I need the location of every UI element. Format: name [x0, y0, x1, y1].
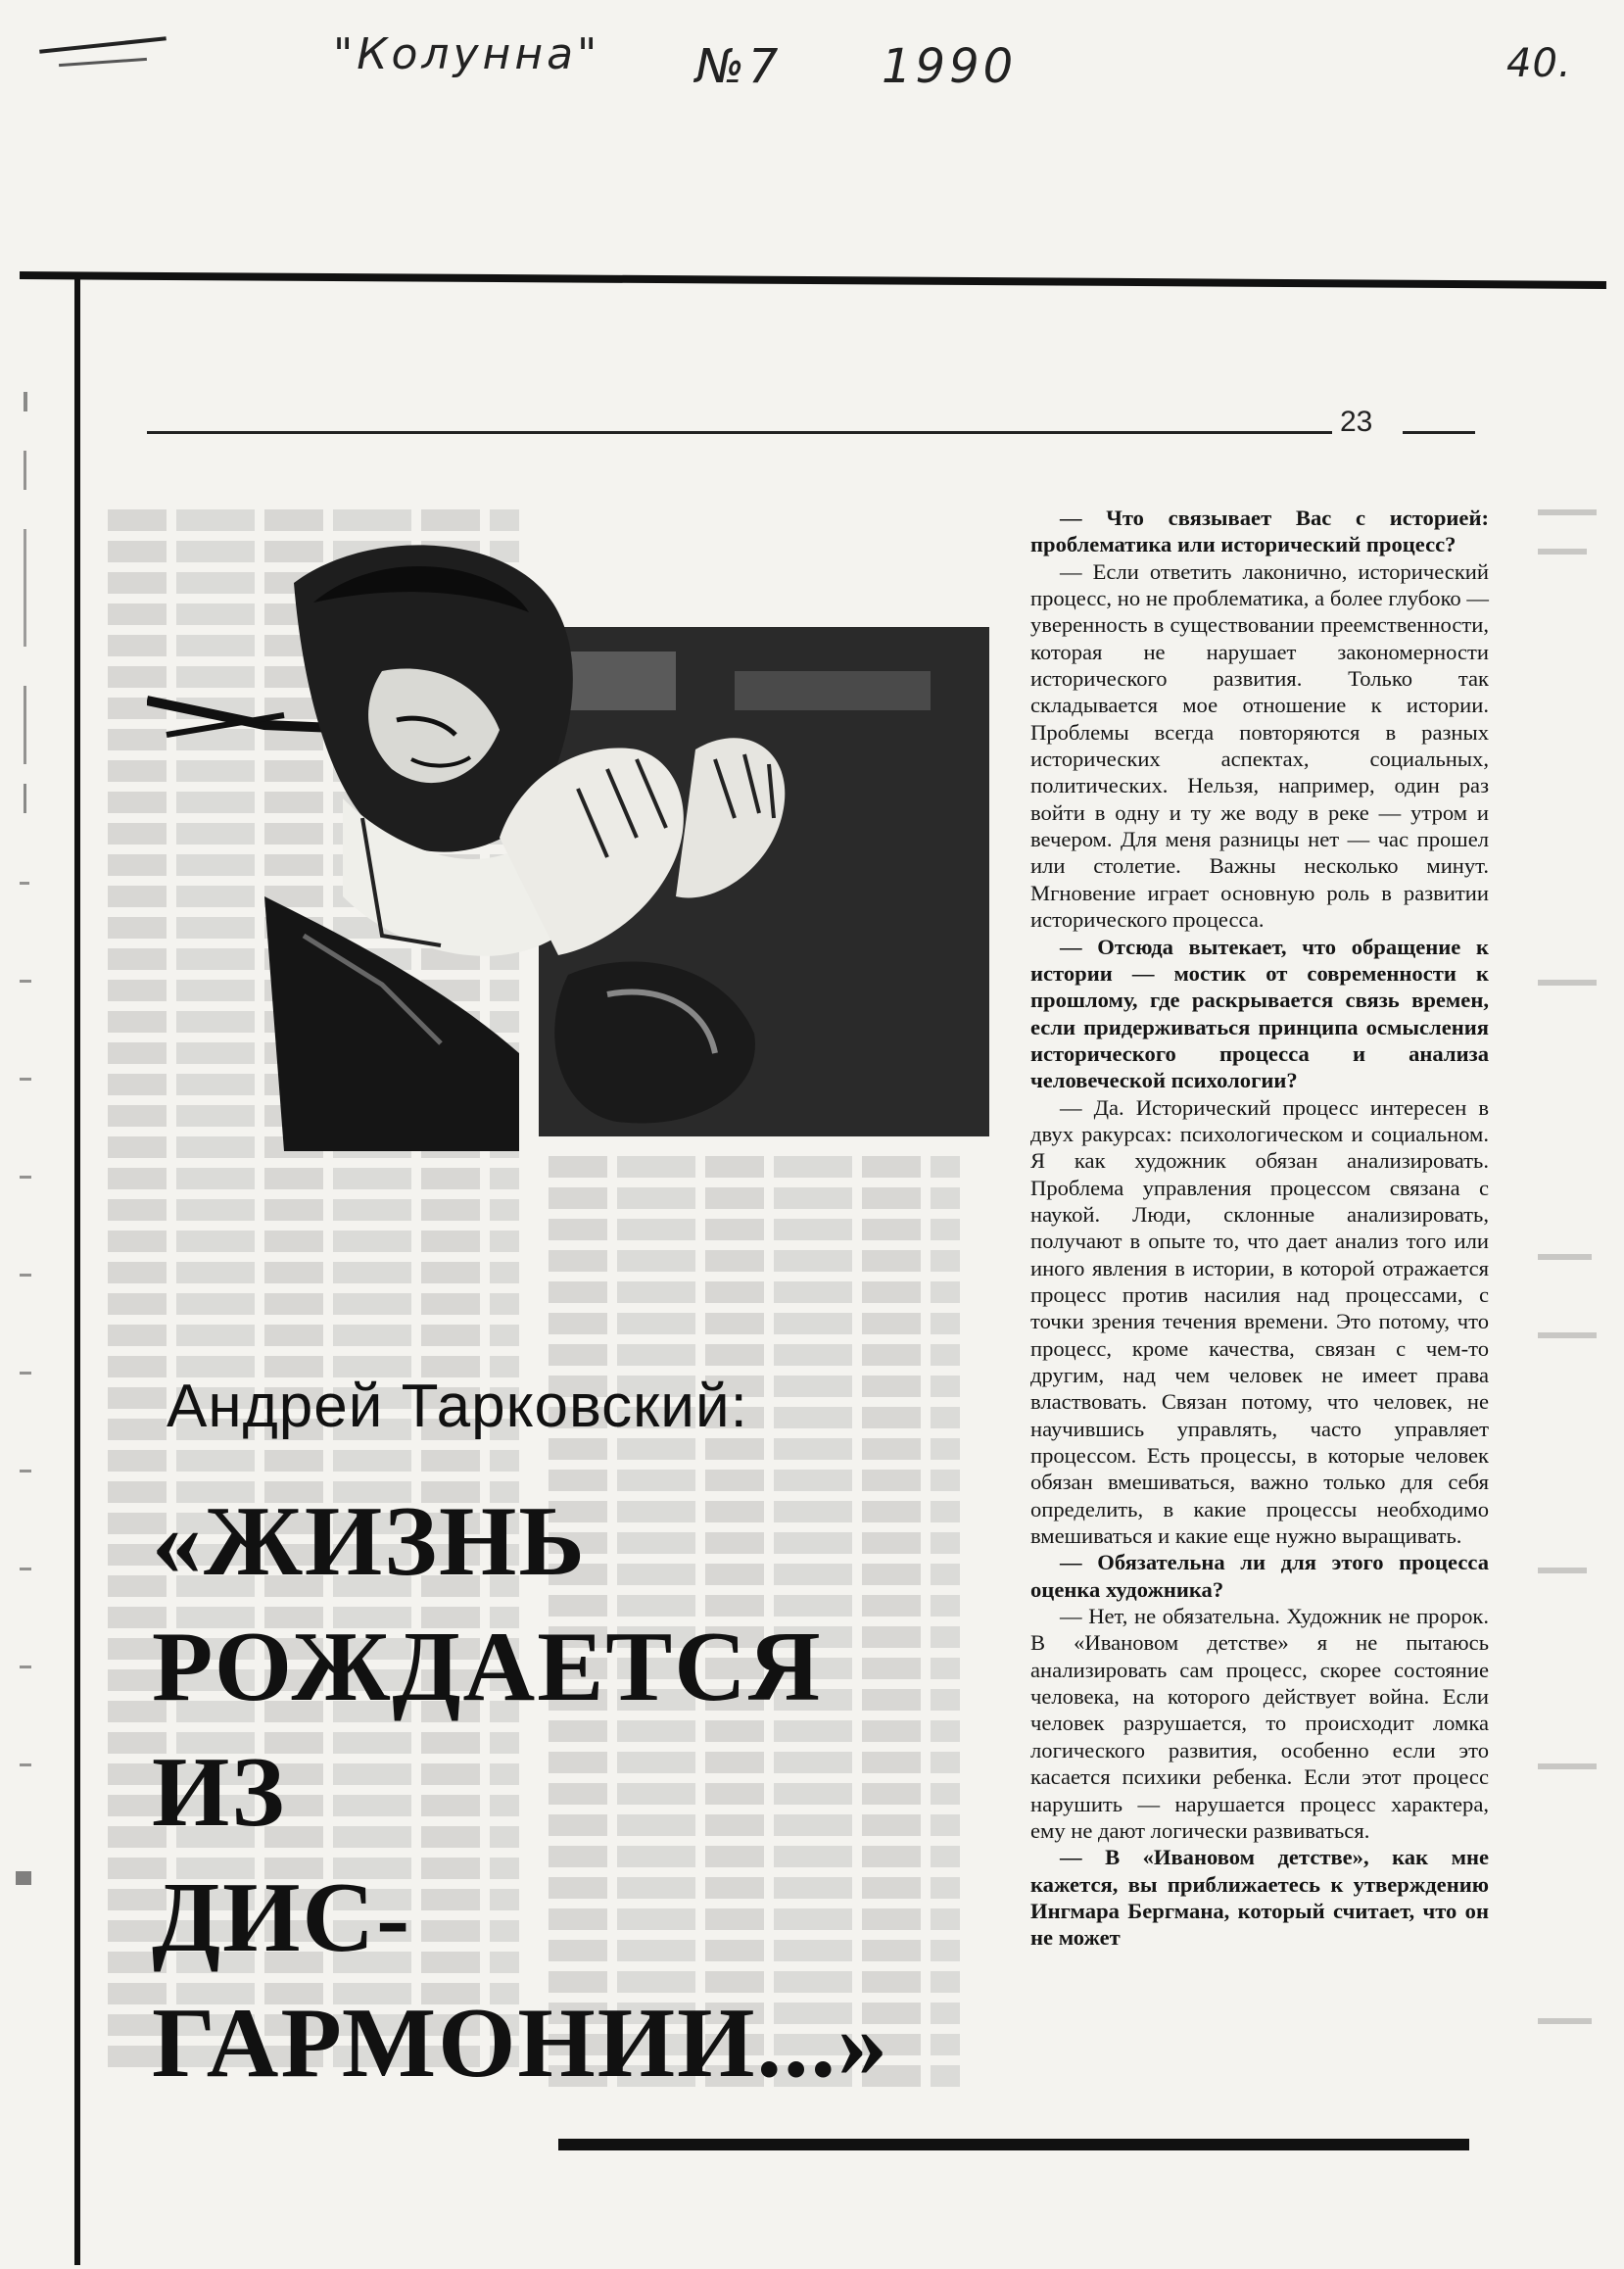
portrait-photo [147, 524, 989, 1151]
headline-line: «ЖИЗНЬ [152, 1486, 587, 1597]
interview-column [1030, 505, 1489, 1952]
interview-answer: — Нет, не обязательна. Художник не пророк. В «Ивановом детстве» я не пытаюсь анализировать сам процесс, скорее состояние человека, на которого действует война. Если человек разрушается, то происходит ломка логического развития, особенно если это касается психики ребенка. Если этот процесс нарушить — нарушается процесс характера, ему не дают логически развиваться. [1030, 1604, 1489, 1843]
header-rule [147, 431, 1332, 434]
handwritten-folio: 40. [1506, 41, 1572, 86]
page-number: 23 [1340, 406, 1373, 438]
interview-answer: — Да. Исторический процесс интересен в двух ракурсах: психологическом и социальном. Я как художник обязан анализировать. Проблема управления процессом связана с наукой. Люди, склонные анализировать, получают в опыте то, что дает анализ того или иного явления в истории, в которой отражается процесс против насилия над процессами, с точки зрения течения времени. Это потому, что процесс, кроме качества, связан с чем-то другим, над чем человек не имеет права властвовать. Связан потому, что человек, не научившись управлять, часто управляет процессом. Есть процессы, в которые человек обязан вмешиваться, важно только для себя определить, в какие процессы необходимо вмешиваться и какие еще нужно выращивать. [1030, 1094, 1489, 1549]
interview-answer: — Если ответить лаконично, исторический процесс, но не проблематика, а более глубоко — уверенность в существовании преемственности, которая не нарушает закономерности исторического развития. Только так складывается мое отношение к истории. Проблемы всегда повторяются в разных исторических аспектах, социальных, политических. Нельзя, например, один раз войти в одну и ту же воду в реке — утром и вечером. Для меня разницы нет — час прошел или столетие. Важны несколько минут. Мгновение играет основную роль в развитии исторического процесса. [1030, 558, 1489, 933]
interview-question: — Обязательна ли для этого процесса оценка художника? [1030, 1550, 1489, 1602]
handwritten-year: 1990 [882, 39, 1018, 94]
interview-question: — В «Ивановом детстве», как мне кажется, вы приближаетесь к утверждению Ингмара Бергмана, который считает, что он не может [1030, 1845, 1489, 1951]
frame-left-rule [74, 276, 80, 2265]
interview-question: — Отсюда вытекает, что обращение к истории — мостик от современности к прошлому, где раскрывается связь времен, если придерживаться принципа осмысления исторического процесса и анализа человеческой психологии? [1030, 934, 1489, 1093]
bottom-rule [558, 2139, 1469, 2150]
interview-question: — Что связывает Вас с историей: проблематика или исторический процесс? [1030, 506, 1489, 557]
author-name: Андрей Тарковский: [167, 1373, 748, 1440]
headline-line: ИЗ [152, 1737, 287, 1848]
handwritten-paper-name: "Колунна" [333, 29, 601, 79]
headline-line: ДИС- [152, 1862, 412, 1973]
headline-line: РОЖДАЕТСЯ [152, 1612, 823, 1722]
headline [152, 1479, 889, 2106]
right-margin-bleed-through [1528, 294, 1606, 2155]
left-margin-scan-marks [10, 392, 49, 1959]
header-rule-short [1403, 431, 1475, 434]
headline-line: ГАРМОНИИ...» [152, 1988, 889, 2099]
handwritten-issue-number: №7 [695, 39, 783, 94]
